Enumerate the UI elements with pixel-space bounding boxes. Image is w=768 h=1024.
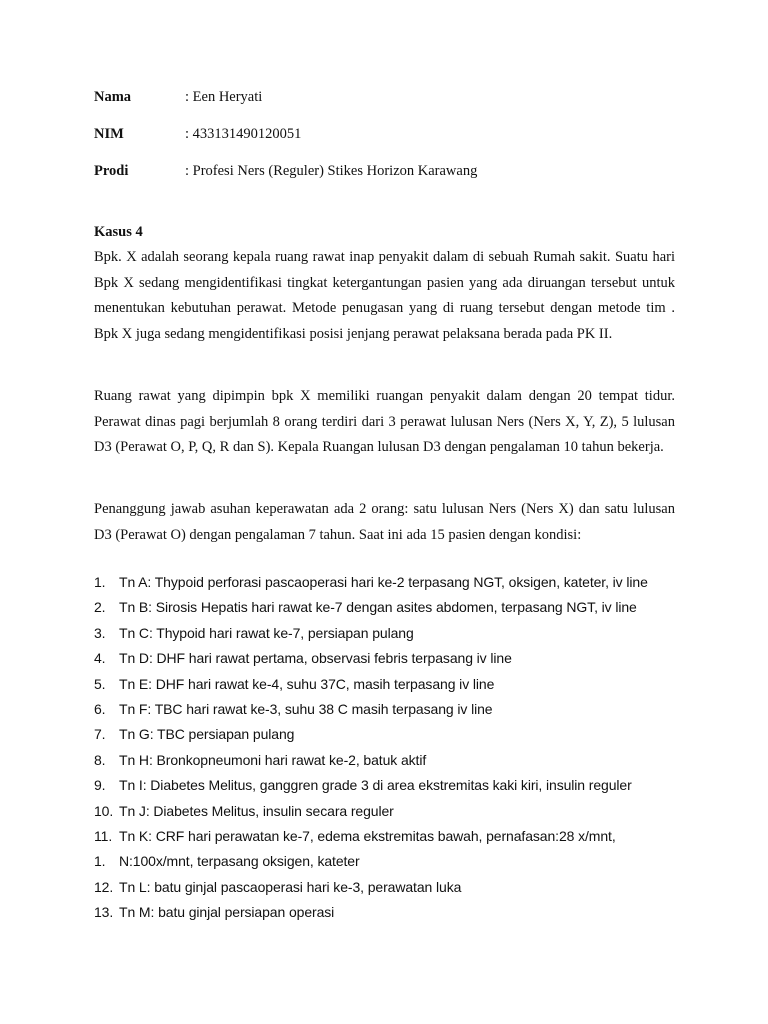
paragraph-1: Bpk. X adalah seorang kepala ruang rawat inap penyakit dalam di sebuah Rumah sakit. Suatu hari Bpk X sedang mengidentifikasi tingkat ketergantungan pasien yang ada diruangan tersebut untuk menentukan kebutuhan perawat. Metode penugasan yang di ruang tersebut dengan metode tim . Bpk X juga sedang mengidentifikasi posisi jenjang perawat pelaksana berada pada PK II.: [94, 249, 675, 342]
list-text: Tn G: TBC persiapan pulang: [119, 726, 295, 743]
list-item: [94, 722, 694, 747]
list-item: [94, 672, 694, 697]
header-value: : Profesi Ners (Reguler) Stikes Horizon Karawang: [185, 163, 478, 179]
list-item: [94, 570, 694, 595]
list-item: [94, 849, 694, 874]
list-item: [94, 646, 694, 671]
list-number: 1.: [94, 574, 106, 590]
list-item: [94, 799, 694, 824]
header-value: : Een Heryati: [185, 89, 263, 105]
list-item: [94, 900, 694, 925]
header-value: : 433131490120051: [185, 126, 302, 142]
paragraph-2: Ruang rawat yang dipimpin bpk X memiliki ruangan penyakit dalam dengan 20 tempat tidur. Perawat dinas pagi berjumlah 8 orang terdiri dari 3 perawat lulusan Ners (Ners X, Y, Z), 5 lulusan D3 (Perawat O, P, Q, R dan S). Kepala Ruangan lulusan D3 dengan pengalaman 10 tahun bekerja.: [94, 388, 675, 455]
list-text: Tn K: CRF hari perawatan ke-7, edema ekstremitas bawah, pernafasan:28 x/mnt,: [119, 827, 616, 844]
list-number: 11.: [94, 827, 113, 844]
list-text: Tn E: DHF hari rawat ke-4, suhu 37C, masih terpasang iv line: [119, 675, 495, 692]
list-text: Tn D: DHF hari rawat pertama, observasi febris terpasang iv line: [119, 650, 512, 667]
list-text: Tn J: Diabetes Melitus, insulin secara reguler: [119, 802, 394, 819]
list-number: 9.: [94, 777, 106, 794]
list-number: 4.: [94, 650, 106, 667]
list-number: 6.: [94, 700, 106, 717]
list-number: 13.: [94, 904, 114, 921]
list-item: [94, 621, 694, 646]
list-text: Tn I: Diabetes Melitus, ganggren grade 3 di area ekstremitas kaki kiri, insulin reguler: [119, 777, 632, 794]
list-number: 5.: [94, 675, 106, 692]
list-number: 10.: [94, 802, 114, 819]
patient-list: [94, 570, 694, 925]
paragraph-3: Penanggung jawab asuhan keperawatan ada 2 orang: satu lulusan Ners (Ners X) dan satu lulusan D3 (Perawat O) dengan pengalaman 7 tahun. Saat ini ada 15 pasien dengan kondisi:: [94, 501, 675, 543]
list-number: 1.: [94, 853, 106, 870]
list-item: [94, 697, 694, 722]
list-text: N:100x/mnt, terpasang oksigen, kateter: [119, 853, 360, 870]
header-label: Prodi: [94, 163, 129, 179]
list-number: 12.: [94, 878, 114, 895]
case-title: Kasus 4: [94, 224, 143, 240]
list-text: Tn H: Bronkopneumoni hari rawat ke-2, batuk aktif: [119, 751, 427, 768]
list-item: [94, 748, 694, 773]
list-text: Tn A: Thypoid perforasi pascaoperasi hari ke-2 terpasang NGT, oksigen, kateter, iv line: [119, 574, 648, 590]
list-item: [94, 595, 694, 620]
list-number: 2.: [94, 599, 106, 616]
list-text: Tn L: batu ginjal pascaoperasi hari ke-3, perawatan luka: [119, 878, 462, 895]
list-number: 8.: [94, 751, 106, 768]
header-label: Nama: [94, 89, 132, 105]
header-label: NIM: [94, 126, 124, 142]
list-number: 7.: [94, 726, 106, 743]
list-text: Tn B: Sirosis Hepatis hari rawat ke-7 dengan asites abdomen, terpasang NGT, iv line: [119, 599, 637, 616]
list-text: Tn F: TBC hari rawat ke-3, suhu 38 C masih terpasang iv line: [119, 700, 493, 717]
list-text: Tn C: Thypoid hari rawat ke-7, persiapan pulang: [119, 624, 414, 641]
list-text: Tn M: batu ginjal persiapan operasi: [119, 904, 335, 921]
list-number: 3.: [94, 624, 106, 641]
list-item: [94, 875, 694, 900]
list-item: [94, 773, 694, 798]
list-item: [94, 824, 694, 849]
